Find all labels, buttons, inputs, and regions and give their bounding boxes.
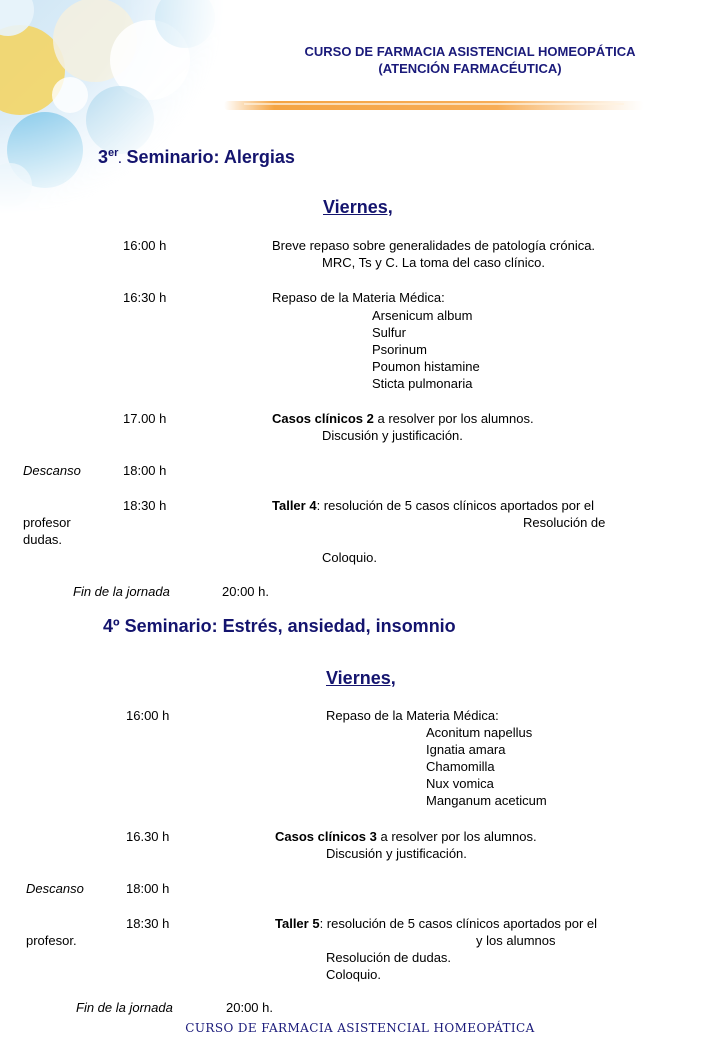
seminar4-day: Viernes,: [326, 668, 396, 688]
seminar3-session2-time: 16:30 h: [123, 290, 167, 305]
seminar4-session2-time: 16.30 h: [126, 829, 170, 844]
seminar3-session4-bold: Taller 4: [272, 498, 317, 513]
seminar3-session4-coloquio: Coloquio.: [322, 550, 377, 565]
remedy-item: Sulfur: [372, 325, 406, 340]
header-title-line2: (ATENCIÓN FARMACÉUTICA): [378, 61, 562, 76]
seminar4-title: 4º Seminario: Estrés, ansiedad, insomnio: [103, 616, 456, 636]
seminar4-session3-text: [275, 916, 597, 932]
seminar3-session4-text: [272, 498, 594, 514]
remedy-item: Manganum aceticum: [426, 793, 547, 808]
seminar3-session1-text2: MRC, Ts y C. La toma del caso clínico.: [322, 255, 546, 270]
seminar3-session3-text: [272, 411, 534, 427]
seminar3-break-label: Descanso: [23, 463, 81, 478]
seminar3-session2-text: Repaso de la Materia Médica:: [272, 290, 445, 305]
seminar4-session1-time: 16:00 h: [126, 708, 170, 723]
seminar3-title: Seminario: Alergias: [126, 147, 295, 167]
seminar3-session4-rest: : resolución de 5 casos clínicos aportados por el: [316, 498, 595, 513]
seminar3-session1-text: Breve repaso sobre generalidades de patología crónica.: [272, 238, 596, 253]
seminar4-session2-text: [275, 829, 537, 845]
seminar4-end-label: Fin de la jornada: [76, 1000, 173, 1015]
seminar3-ordinal-suffix: er: [108, 147, 119, 159]
seminar3-session4-dudas: dudas.: [23, 532, 63, 547]
remedy-item: Poumon histamine: [372, 359, 480, 374]
remedy-item: Arsenicum album: [372, 308, 473, 323]
seminar3-session3-time: 17.00 h: [123, 411, 167, 426]
seminar4-session3-time: 18:30 h: [126, 916, 170, 931]
seminar4-break-time: 18:00 h: [126, 881, 170, 896]
remedy-item: Ignatia amara: [426, 742, 506, 757]
seminar4-session3-dudas: Resolución de dudas.: [326, 950, 452, 965]
seminar4-session3-profesor: profesor.: [26, 933, 77, 948]
seminar3-session4-time: 18:30 h: [123, 498, 167, 513]
seminar4-break-label: Descanso: [26, 881, 84, 896]
seminar3-heading: [98, 147, 295, 168]
seminar4-session3-rest: : resolución de 5 casos clínicos aportados por el: [319, 916, 598, 931]
decorative-corner-graphic: [0, 0, 225, 215]
header-title-line1: CURSO DE FARMACIA ASISTENCIAL HOMEOPÁTICA: [304, 44, 636, 59]
seminar4-session1-text: Repaso de la Materia Médica:: [326, 708, 499, 723]
seminar3-session4-profesor: profesor: [23, 515, 71, 530]
remedy-item: Sticta pulmonaria: [372, 376, 473, 391]
seminar3-day: Viernes,: [323, 197, 393, 217]
seminar3-session3-bold: Casos clínicos 2: [272, 411, 374, 426]
seminar3-break-time: 18:00 h: [123, 463, 167, 478]
seminar3-session3-text2: Discusión y justificación.: [322, 428, 463, 443]
seminar3-end-label: Fin de la jornada: [73, 584, 170, 599]
seminar4-session2-bold: Casos clínicos 3: [275, 829, 377, 844]
seminar4-end-time: 20:00 h.: [226, 1000, 273, 1015]
seminar3-number: 3: [98, 147, 109, 167]
remedy-item: Chamomilla: [426, 759, 495, 774]
seminar3-end-time: 20:00 h.: [222, 584, 269, 599]
seminar3-session3-rest: a resolver por los alumnos.: [373, 411, 534, 426]
remedy-item: Aconitum napellus: [426, 725, 533, 740]
seminar4-session3-alumnos: y los alumnos: [476, 933, 556, 948]
seminar3-session4-resolucion: Resolución de: [523, 515, 606, 530]
seminar3-session1-time: 16:00 h: [123, 238, 167, 253]
seminar3-ordinal-dot: .: [118, 154, 122, 166]
page-footer: CURSO DE FARMACIA ASISTENCIAL HOMEOPÁTICA: [185, 1021, 535, 1035]
seminar4-session2-rest: a resolver por los alumnos.: [376, 829, 537, 844]
seminar4-session2-text2: Discusión y justificación.: [326, 846, 467, 861]
remedy-item: Psorinum: [372, 342, 427, 357]
seminar4-session3-bold: Taller 5: [275, 916, 320, 931]
seminar4-session3-coloquio: Coloquio.: [326, 967, 381, 982]
decorative-orange-bar: [224, 97, 644, 115]
remedy-item: Nux vomica: [426, 776, 494, 791]
